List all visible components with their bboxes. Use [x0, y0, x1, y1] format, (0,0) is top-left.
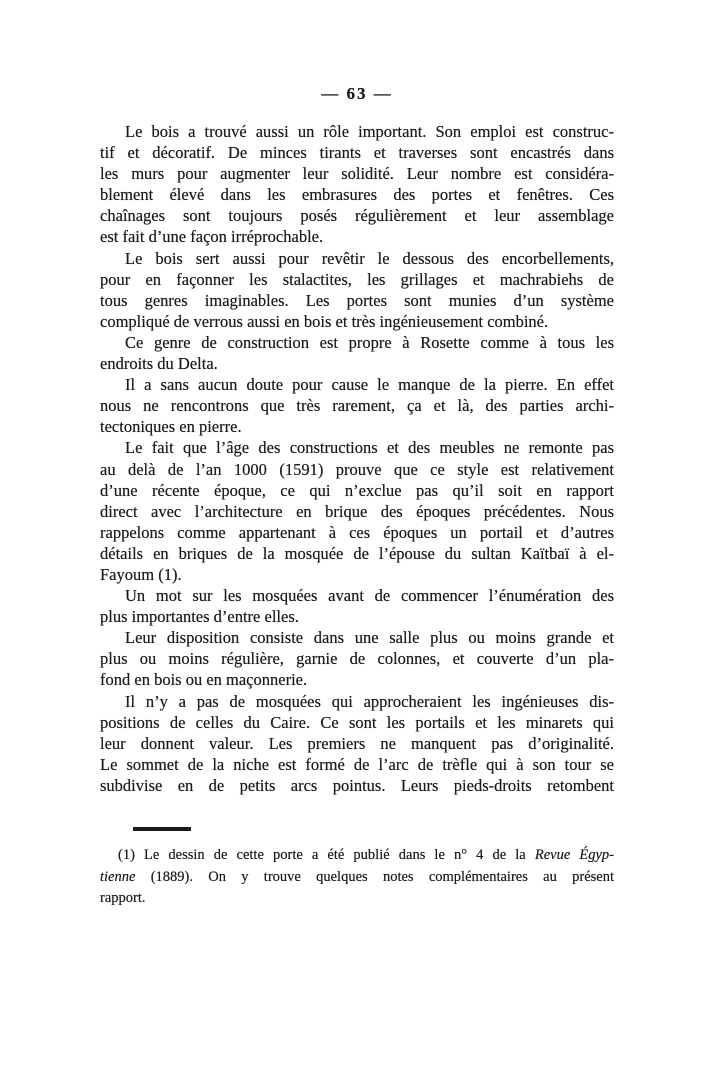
footnote-journal-title-italic: Revue Égyp- — [534, 847, 614, 863]
text-line: positions de celles du Caire. Ce sont les portails et les minarets qui — [100, 712, 614, 732]
text-line: compliqué de verrous aussi en bois et très ingénieusement combiné. — [100, 311, 549, 331]
text-line: les murs pour augmenter leur solidité. Leur nombre est considéra- — [100, 164, 614, 184]
text-line: Leur disposition consiste dans une salle plus ou moins grande et — [125, 628, 614, 648]
paragraph — [100, 437, 614, 585]
footnote-text: (1889). On y trouve quelques notes complémentaires au présent — [135, 868, 614, 885]
text-line: est fait d’une façon irréprochable. — [100, 227, 324, 247]
text-line: plus importantes d’entre elles. — [100, 607, 299, 627]
paragraph — [100, 332, 614, 374]
text-line: Un mot sur les mosquées avant de commencer l’énumération des — [125, 586, 614, 606]
text-line: endroits du Delta. — [100, 354, 218, 374]
text-line: leur donnent valeur. Les premiers ne manquent pas d’originalité. — [100, 733, 614, 753]
text-line: Il a sans aucun doute pour cause le manque de la pierre. En effet — [125, 375, 614, 395]
footnote-text: rapport. — [100, 890, 146, 906]
paragraph — [100, 627, 614, 690]
paragraph — [100, 374, 614, 437]
text-line: tous genres imaginables. Les portes sont munies d’un système — [100, 290, 614, 310]
page-number: — 63 — — [321, 84, 393, 103]
text-line: direct avec l’architecture en brique des époques précédentes. Nous — [100, 501, 614, 521]
text-line: rappelons comme appartenant à ces époques un portail et d’autres — [100, 522, 614, 542]
paragraph — [100, 121, 614, 248]
text-line: Fayoum (1). — [100, 564, 182, 584]
body-text — [100, 121, 614, 796]
footnote-separator-rule — [133, 827, 191, 831]
text-line: subdivise en de petits arcs pointus. Leurs pieds-droits retombent — [100, 775, 614, 795]
footnote — [100, 845, 614, 910]
paragraph — [100, 585, 614, 627]
footnote-line — [100, 888, 614, 910]
text-line: Le bois sert aussi pour revêtir le dessous des encorbellements, — [125, 248, 614, 268]
text-line: Ce genre de construction est propre à Rosette comme à tous les — [125, 332, 614, 352]
text-line: plus ou moins régulière, garnie de colonnes, et couverte d’un pla- — [100, 649, 614, 669]
text-line: blement élevé dans les embrasures des portes et fenêtres. Ces — [100, 185, 614, 205]
text-line: détails en briques de la mosquée de l’épouse du sultan Kaïtbaï à el- — [100, 543, 614, 563]
text-line: fond en bois ou en maçonnerie. — [100, 670, 308, 690]
text-line: chaînages sont toujours posés régulièrement et leur assemblage — [100, 206, 614, 226]
text-line: d’une récente époque, ce qui n’exclue pas qu’il soit en rapport — [100, 480, 614, 500]
text-line: Le sommet de la niche est formé de l’arc de trèfle qui à son tour se — [100, 754, 614, 774]
text-line: tif et décoratif. De minces tirants et traverses sont encastrés dans — [100, 143, 614, 163]
text-line: au delà de l’an 1000 (1591) prouve que ce style est relativement — [100, 459, 614, 479]
footnote-text: (1) Le dessin de cette porte a été publié dans le n° 4 de la — [118, 847, 535, 863]
text-line: tectoniques en pierre. — [100, 417, 242, 437]
paragraph — [100, 248, 614, 332]
text-line: nous ne rencontrons que très rarement, ça et là, des parties archi- — [100, 396, 614, 416]
footnote-journal-title-italic: tienne — [100, 868, 136, 885]
text-line: pour en façonner les stalactites, les grillages et machrabiehs de — [100, 269, 614, 289]
paragraph — [100, 691, 614, 796]
text-line: Le bois a trouvé aussi un rôle important. Son emploi est construc- — [125, 122, 614, 141]
footnote-line — [100, 867, 614, 889]
footnote-line — [100, 845, 614, 867]
text-line: Il n’y a pas de mosquées qui approcheraient les ingénieuses dis- — [125, 691, 614, 711]
text-line: Le fait que l’âge des constructions et des meubles ne remonte pas — [125, 438, 614, 458]
